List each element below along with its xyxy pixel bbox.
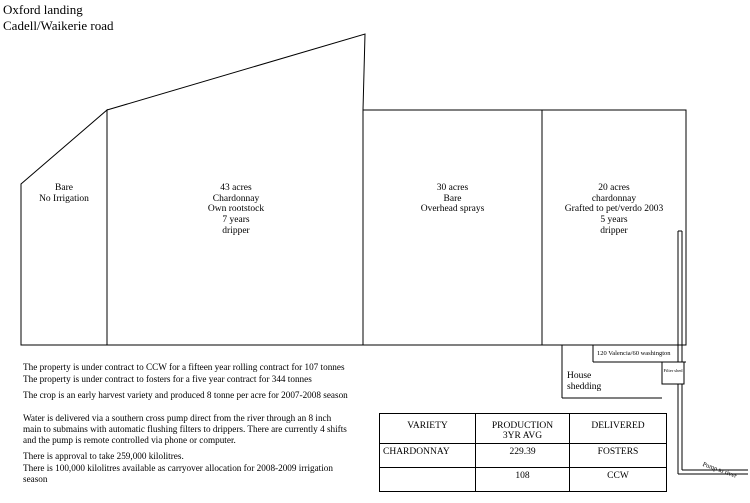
cell-production: 229.39 xyxy=(476,444,570,468)
house-label-line: shedding xyxy=(567,381,602,392)
block-label-line: Grafted to pet/verdo 2003 xyxy=(564,204,664,215)
note-contract-fosters: The property is under contract to fosters for a five year contract for 344 tonnes xyxy=(23,374,312,384)
table-header-row xyxy=(380,414,667,444)
pump-label: Pump to river xyxy=(701,461,738,480)
table-row xyxy=(380,444,667,468)
note-carryover-line-1: There is 100,000 kilolitres available as carryover allocation for 2008-2009 irrigation xyxy=(23,463,333,473)
filter-shed-box xyxy=(662,362,684,384)
house-label-line: House xyxy=(567,371,592,381)
block-label-line: Overhead sprays xyxy=(420,204,485,215)
header-variety: VARIETY xyxy=(380,414,476,444)
block-label-line: Bare xyxy=(55,183,73,193)
filter-shed-label: Filter shed xyxy=(663,368,683,373)
cell-production: 108 xyxy=(476,468,570,492)
block-20-acres-label xyxy=(542,183,686,236)
block-label-line: 7 years xyxy=(222,214,250,225)
note-water-line-3: and the pump is remote controlled via phone or computer. xyxy=(23,435,236,445)
block-label-line: Own rootstock xyxy=(207,204,265,215)
page-title-line-1: Oxford landing xyxy=(3,2,83,17)
note-approval: There is approval to take 259,000 kilolitres. xyxy=(23,451,184,461)
header-production-line-2: 3YR AVG xyxy=(502,431,543,441)
house-label xyxy=(567,371,601,392)
note-carryover-line-2: season xyxy=(23,474,48,484)
cell-delivered: CCW xyxy=(570,468,667,492)
block-label-line: No Irrigation xyxy=(39,193,89,204)
note-water-line-1: Water is delivered via a southern cross pump direct from the river through an 8 inch xyxy=(23,413,332,423)
header-delivered: DELIVERED xyxy=(570,414,667,444)
header-production xyxy=(476,414,570,444)
header-production-line-1: PRODUCTION xyxy=(491,421,554,431)
block-label-line: 30 acres xyxy=(436,183,469,193)
block-bare-outline xyxy=(21,110,107,345)
block-label-line: Bare xyxy=(443,193,462,204)
note-water-line-2: main to submains with automatic flushing filters to drippers. There are currently 4 shifts xyxy=(23,424,347,434)
block-label-line: dripper xyxy=(222,225,250,236)
block-label-line: chardonnay xyxy=(591,193,637,204)
cell-delivered: FOSTERS xyxy=(570,444,667,468)
production-table xyxy=(379,413,667,492)
block-label-line: 5 years xyxy=(600,214,628,225)
table-row xyxy=(380,468,667,492)
block-30-acres-label xyxy=(363,183,542,215)
block-label-line: 20 acres xyxy=(598,183,630,193)
house-strip-label: 120 Valencia/60 washington xyxy=(597,350,671,357)
block-bare-label xyxy=(21,183,107,204)
block-label-line: dripper xyxy=(600,225,628,236)
block-label-line: 43 acres xyxy=(220,183,252,193)
block-30-acres-outline xyxy=(363,110,542,345)
cell-variety: CHARDONNAY xyxy=(380,444,476,468)
cell-variety xyxy=(380,468,476,492)
block-label-line: Chardonnay xyxy=(212,193,260,204)
block-43-acres-label xyxy=(156,183,316,236)
page-title-line-2: Cadell/Waikerie road xyxy=(3,18,114,33)
note-crop: The crop is an early harvest variety and produced 8 tonne per acre for 2007-2008 season xyxy=(23,390,348,400)
note-contract-ccw: The property is under contract to CCW for a fifteen year rolling contract for 107 tonnes xyxy=(23,362,345,372)
